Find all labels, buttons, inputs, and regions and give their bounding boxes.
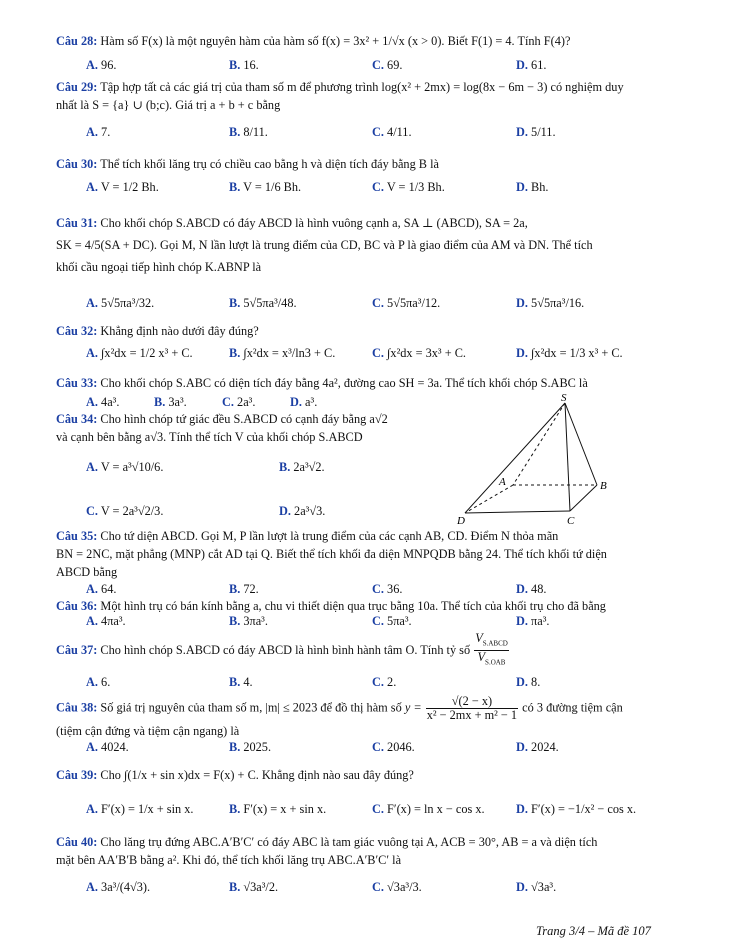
option-c[interactable]: 5√5πa³/12. <box>387 296 441 310</box>
question-text-cont: nhất là S = {a} ∪ (b;c). Giá trị a + b + c bằng <box>56 98 281 112</box>
options-29 <box>86 125 686 147</box>
option-c[interactable]: ∫x²dx = 3x³ + C. <box>387 346 466 360</box>
option-b-label: B. <box>229 582 241 596</box>
vertex-c: C <box>567 515 575 527</box>
question-text: Tập hợp tất cả các giá trị của tham số m để phương trình log(x² + 2mx) = log(8x − 6m − 3) có nghiệm duy <box>100 80 624 94</box>
question-28 <box>56 32 682 50</box>
question-text: Cho hình chóp S.ABCD có đáy ABCD là hình bình hành tâm O. Tính tỷ số <box>100 642 471 657</box>
option-b[interactable]: 3a³. <box>168 395 187 409</box>
option-c-label: C. <box>372 675 384 689</box>
option-d-label: D. <box>516 180 528 194</box>
question-text: Hàm số F(x) là một nguyên hàm của hàm số f(x) = 3x² + 1/√x (x > 0). Biết F(1) = 4. Tính F(4)? <box>100 34 571 48</box>
option-d[interactable]: √3a³. <box>531 880 557 894</box>
option-c-label: C. <box>372 58 384 72</box>
option-d[interactable]: 5√5πa³/16. <box>531 296 585 310</box>
option-c-label: C. <box>372 880 384 894</box>
question-label: Câu 30: <box>56 157 98 171</box>
option-d-label: D. <box>516 802 528 816</box>
question-36 <box>56 597 682 615</box>
option-b[interactable]: ∫x²dx = x³/ln3 + C. <box>243 346 336 360</box>
question-38: Câu 38: Số giá trị nguyên của tham số m, |m| ≤ 2023 để đồ thị hàm số y = $\frac{√(2 - x)}{\text{x² − 2mx + m² − 1}}$ có 3 đường tiệm cận (tiệm cận đứng và tiệm cận ngang) là <box>56 694 623 738</box>
question-text-cont: khối cầu ngoại tiếp hình chóp K.ABNP là <box>56 260 262 274</box>
question-text: Cho khối chóp S.ABC có diện tích đáy bằng 4a², đường cao SH = 3a. Thể tích khối chóp S.ABC là <box>100 376 588 390</box>
question-label: Câu 32: <box>56 324 98 338</box>
option-c-label: C. <box>372 582 384 596</box>
option-d[interactable]: 5/11. <box>531 125 556 139</box>
option-c-label: C. <box>372 346 384 360</box>
option-b[interactable]: √3a³/2. <box>243 880 279 894</box>
option-a-label: A. <box>86 58 98 72</box>
option-b-label: B. <box>229 740 241 754</box>
question-label: Câu 38: <box>56 700 98 715</box>
page-footer: Trang 3/4 – Mã đề 107 <box>536 924 651 938</box>
vertex-s: S <box>561 393 567 404</box>
option-b[interactable]: 5√5πa³/48. <box>243 296 297 310</box>
question-40 <box>56 833 682 869</box>
function-den: x² − 2mx + m² − 1 <box>426 708 518 722</box>
option-c[interactable]: 4/11. <box>387 125 412 139</box>
option-d-label: D. <box>516 675 528 689</box>
question-label: Câu 37: <box>56 642 98 657</box>
question-30 <box>56 155 682 173</box>
options-34-row1 <box>86 460 466 482</box>
question-text-cont: và cạnh bên bằng a√3. Tính thể tích V của khối chóp S.ABCD <box>56 430 363 444</box>
question-label: Câu 33: <box>56 376 98 390</box>
vertex-d: D <box>457 515 465 527</box>
question-label: Câu 35: <box>56 529 98 543</box>
question-text: Thể tích khối lăng trụ có chiều cao bằng h và diện tích đáy bằng B là <box>100 157 439 171</box>
option-c-label: C. <box>372 180 384 194</box>
option-b-label: B. <box>229 880 241 894</box>
option-c[interactable]: 2. <box>387 675 397 689</box>
option-d[interactable]: 48. <box>531 582 547 596</box>
option-b[interactable]: 2025. <box>243 740 272 754</box>
options-40 <box>86 880 686 902</box>
question-text: Khẳng định nào dưới đây đúng? <box>100 324 259 338</box>
vertex-a: A <box>499 476 506 488</box>
option-c[interactable]: F′(x) = ln x − cos x. <box>387 802 485 816</box>
question-text: Cho lăng trụ đứng ABC.A′B′C′ có đáy ABC là tam giác vuông tại A, ACB = 30°, AB = a và diện tích <box>100 835 598 849</box>
option-a[interactable]: 5√5πa³/32. <box>101 296 155 310</box>
question-33 <box>56 374 682 392</box>
option-c[interactable]: V = 1/3 Bh. <box>386 180 445 194</box>
option-b-label: B. <box>279 460 291 474</box>
option-b-label: B. <box>229 180 241 194</box>
option-b[interactable]: 72. <box>243 582 259 596</box>
option-d-label: D. <box>516 296 528 310</box>
option-c[interactable]: 5πa³. <box>387 614 412 628</box>
option-a[interactable]: 4a³. <box>101 395 120 409</box>
question-32 <box>56 322 682 340</box>
question-29 <box>56 78 682 114</box>
question-text-cont: BN = 2NC, mặt phẳng (MNP) cắt AD tại Q. Biết thể tích khối đa diện MNPQDB bằng 24. Thể tích khối tứ diện <box>56 547 607 561</box>
option-d[interactable]: 2024. <box>531 740 559 754</box>
question-35 <box>56 527 682 581</box>
option-a-label: A. <box>86 582 98 596</box>
option-b-label: B. <box>229 346 241 360</box>
option-d[interactable]: πa³. <box>531 614 550 628</box>
question-37 <box>56 632 682 666</box>
question-label: Câu 39: <box>56 768 98 782</box>
option-b[interactable]: 3πa³. <box>243 614 268 628</box>
option-d-label: D. <box>516 614 528 628</box>
option-d[interactable]: 8. <box>531 675 541 689</box>
question-34 <box>56 410 456 446</box>
option-b-label: B. <box>154 395 166 409</box>
options-28 <box>86 58 686 80</box>
option-c[interactable]: 36. <box>387 582 403 596</box>
option-a-label: A. <box>86 614 98 628</box>
option-c[interactable]: 2046. <box>387 740 415 754</box>
option-a[interactable]: 64. <box>101 582 117 596</box>
question-text: Cho khối chóp S.ABCD có đáy ABCD là hình vuông cạnh a, SA ⊥ (ABCD), SA = 2a, <box>100 216 528 230</box>
option-c-label: C. <box>222 395 234 409</box>
function-fraction <box>426 695 518 722</box>
option-a-label: A. <box>86 125 98 139</box>
option-a[interactable]: 6. <box>101 675 111 689</box>
option-a-label: A. <box>86 460 98 474</box>
option-a-label: A. <box>86 675 98 689</box>
option-c-label: C. <box>372 296 384 310</box>
option-b-label: B. <box>229 125 241 139</box>
option-a-label: A. <box>86 802 98 816</box>
option-d-label: D. <box>516 58 528 72</box>
option-d-label: D. <box>516 740 528 754</box>
option-a[interactable]: 7. <box>101 125 111 139</box>
option-d-label: D. <box>516 880 528 894</box>
option-d[interactable]: F′(x) = −1/x² − cos x. <box>531 802 637 816</box>
question-39 <box>56 766 682 784</box>
option-a-label: A. <box>86 880 98 894</box>
option-a[interactable]: ∫x²dx = 1/2 x³ + C. <box>101 346 193 360</box>
option-d-label: D. <box>516 346 528 360</box>
option-a[interactable]: 4024. <box>101 740 129 754</box>
option-d-label: D. <box>290 395 302 409</box>
options-31 <box>86 296 686 318</box>
pyramid-figure <box>455 393 615 528</box>
option-d-label: D. <box>516 582 528 596</box>
option-b-label: B. <box>229 675 241 689</box>
option-d[interactable]: 61. <box>531 58 547 72</box>
ratio-den: V <box>477 650 486 665</box>
question-text: Cho hình chóp tứ giác đều S.ABCD có cạnh đáy bằng a√2 <box>100 412 388 426</box>
option-d-label: D. <box>516 125 528 139</box>
option-a-label: A. <box>86 395 98 409</box>
option-a[interactable]: 3a³/(4√3). <box>101 880 151 894</box>
option-c-label: C. <box>86 504 98 518</box>
options-37 <box>86 675 686 697</box>
ratio-num: V <box>475 631 483 645</box>
option-b[interactable]: 8/11. <box>243 125 268 139</box>
options-30 <box>86 180 686 202</box>
option-b-label: B. <box>229 296 241 310</box>
option-c[interactable]: √3a³/3. <box>387 880 422 894</box>
option-b-label: B. <box>229 802 241 816</box>
option-d[interactable]: 2a³√3. <box>294 504 326 518</box>
option-b[interactable]: F′(x) = x + sin x. <box>243 802 327 816</box>
option-b-label: B. <box>229 614 241 628</box>
option-d[interactable]: Bh. <box>531 180 549 194</box>
question-text-cont: (tiệm cận đứng và tiệm cận ngang) là <box>56 724 240 738</box>
option-b-label: B. <box>229 58 241 72</box>
option-b[interactable]: 16. <box>243 58 259 72</box>
option-b[interactable]: V = 1/6 Bh. <box>243 180 302 194</box>
options-32 <box>86 346 686 368</box>
question-text: Một hình trụ có bán kính bằng a, chu vi thiết diện qua trục bằng 10a. Thể tích của khối trụ cho đã bằng <box>100 599 606 613</box>
question-label: Câu 36: <box>56 599 98 613</box>
question-label: Câu 31: <box>56 216 98 230</box>
option-d-label: D. <box>279 504 291 518</box>
option-c[interactable]: V = 2a³√2/3. <box>100 504 164 518</box>
question-text-cont: mặt bên AA′B′B bằng a². Khi đó, thể tích khối lăng trụ ABC.A′B′C′ là <box>56 853 402 867</box>
question-31 <box>56 212 682 278</box>
option-a[interactable]: 4πa³. <box>101 614 126 628</box>
question-label: Câu 40: <box>56 835 98 849</box>
option-b[interactable]: 2a³√2. <box>293 460 325 474</box>
question-text-cont: SK = 4/5(SA + DC). Gọi M, N lần lượt là trung điểm của CD, BC và P là giao điểm của AM và DN. Thể tích <box>56 238 593 252</box>
question-text: Cho tứ diện ABCD. Gọi M, P lần lượt là trung điểm của các cạnh AB, CD. Điểm N thỏa mãn <box>100 529 559 543</box>
option-c-label: C. <box>372 125 384 139</box>
option-c[interactable]: 69. <box>387 58 403 72</box>
options-38 <box>86 740 686 762</box>
option-c-label: C. <box>372 802 384 816</box>
question-text-tail: có 3 đường tiệm cận <box>522 700 623 715</box>
question-text: Số giá trị nguyên của tham số m, |m| ≤ 2023 để đồ thị hàm số <box>100 700 402 715</box>
option-a[interactable]: V = 1/2 Bh. <box>100 180 159 194</box>
question-label: Câu 29: <box>56 80 98 94</box>
option-d[interactable]: ∫x²dx = 1/3 x³ + C. <box>531 346 623 360</box>
question-label: Câu 34: <box>56 412 98 426</box>
option-a-label: A. <box>86 296 98 310</box>
ratio-den-sub: S.OAB <box>485 658 506 667</box>
question-text-cont: ABCD bằng <box>56 565 118 579</box>
option-a[interactable]: F′(x) = 1/x + sin x. <box>101 802 194 816</box>
option-a-label: A. <box>86 346 98 360</box>
question-label: Câu 28: <box>56 34 98 48</box>
option-a[interactable]: 96. <box>101 58 117 72</box>
options-39 <box>86 802 686 824</box>
ratio-fraction <box>474 632 509 670</box>
option-a-label: A. <box>86 740 98 754</box>
option-a[interactable]: V = a³√10/6. <box>100 460 164 474</box>
options-34-row2 <box>86 504 466 526</box>
option-c-label: C. <box>372 614 384 628</box>
option-c-label: C. <box>372 740 384 754</box>
option-c[interactable]: 2a³. <box>237 395 256 409</box>
option-d[interactable]: a³. <box>305 395 318 409</box>
vertex-b: B <box>600 480 607 492</box>
function-num: √(2 − x) <box>426 695 518 709</box>
option-a-label: A. <box>86 180 98 194</box>
option-b[interactable]: 4. <box>243 675 253 689</box>
question-text: Cho ∫(1/x + sin x)dx = F(x) + C. Khẳng định nào sau đây đúng? <box>100 768 414 782</box>
ratio-num-sub: S.ABCD <box>482 639 508 648</box>
